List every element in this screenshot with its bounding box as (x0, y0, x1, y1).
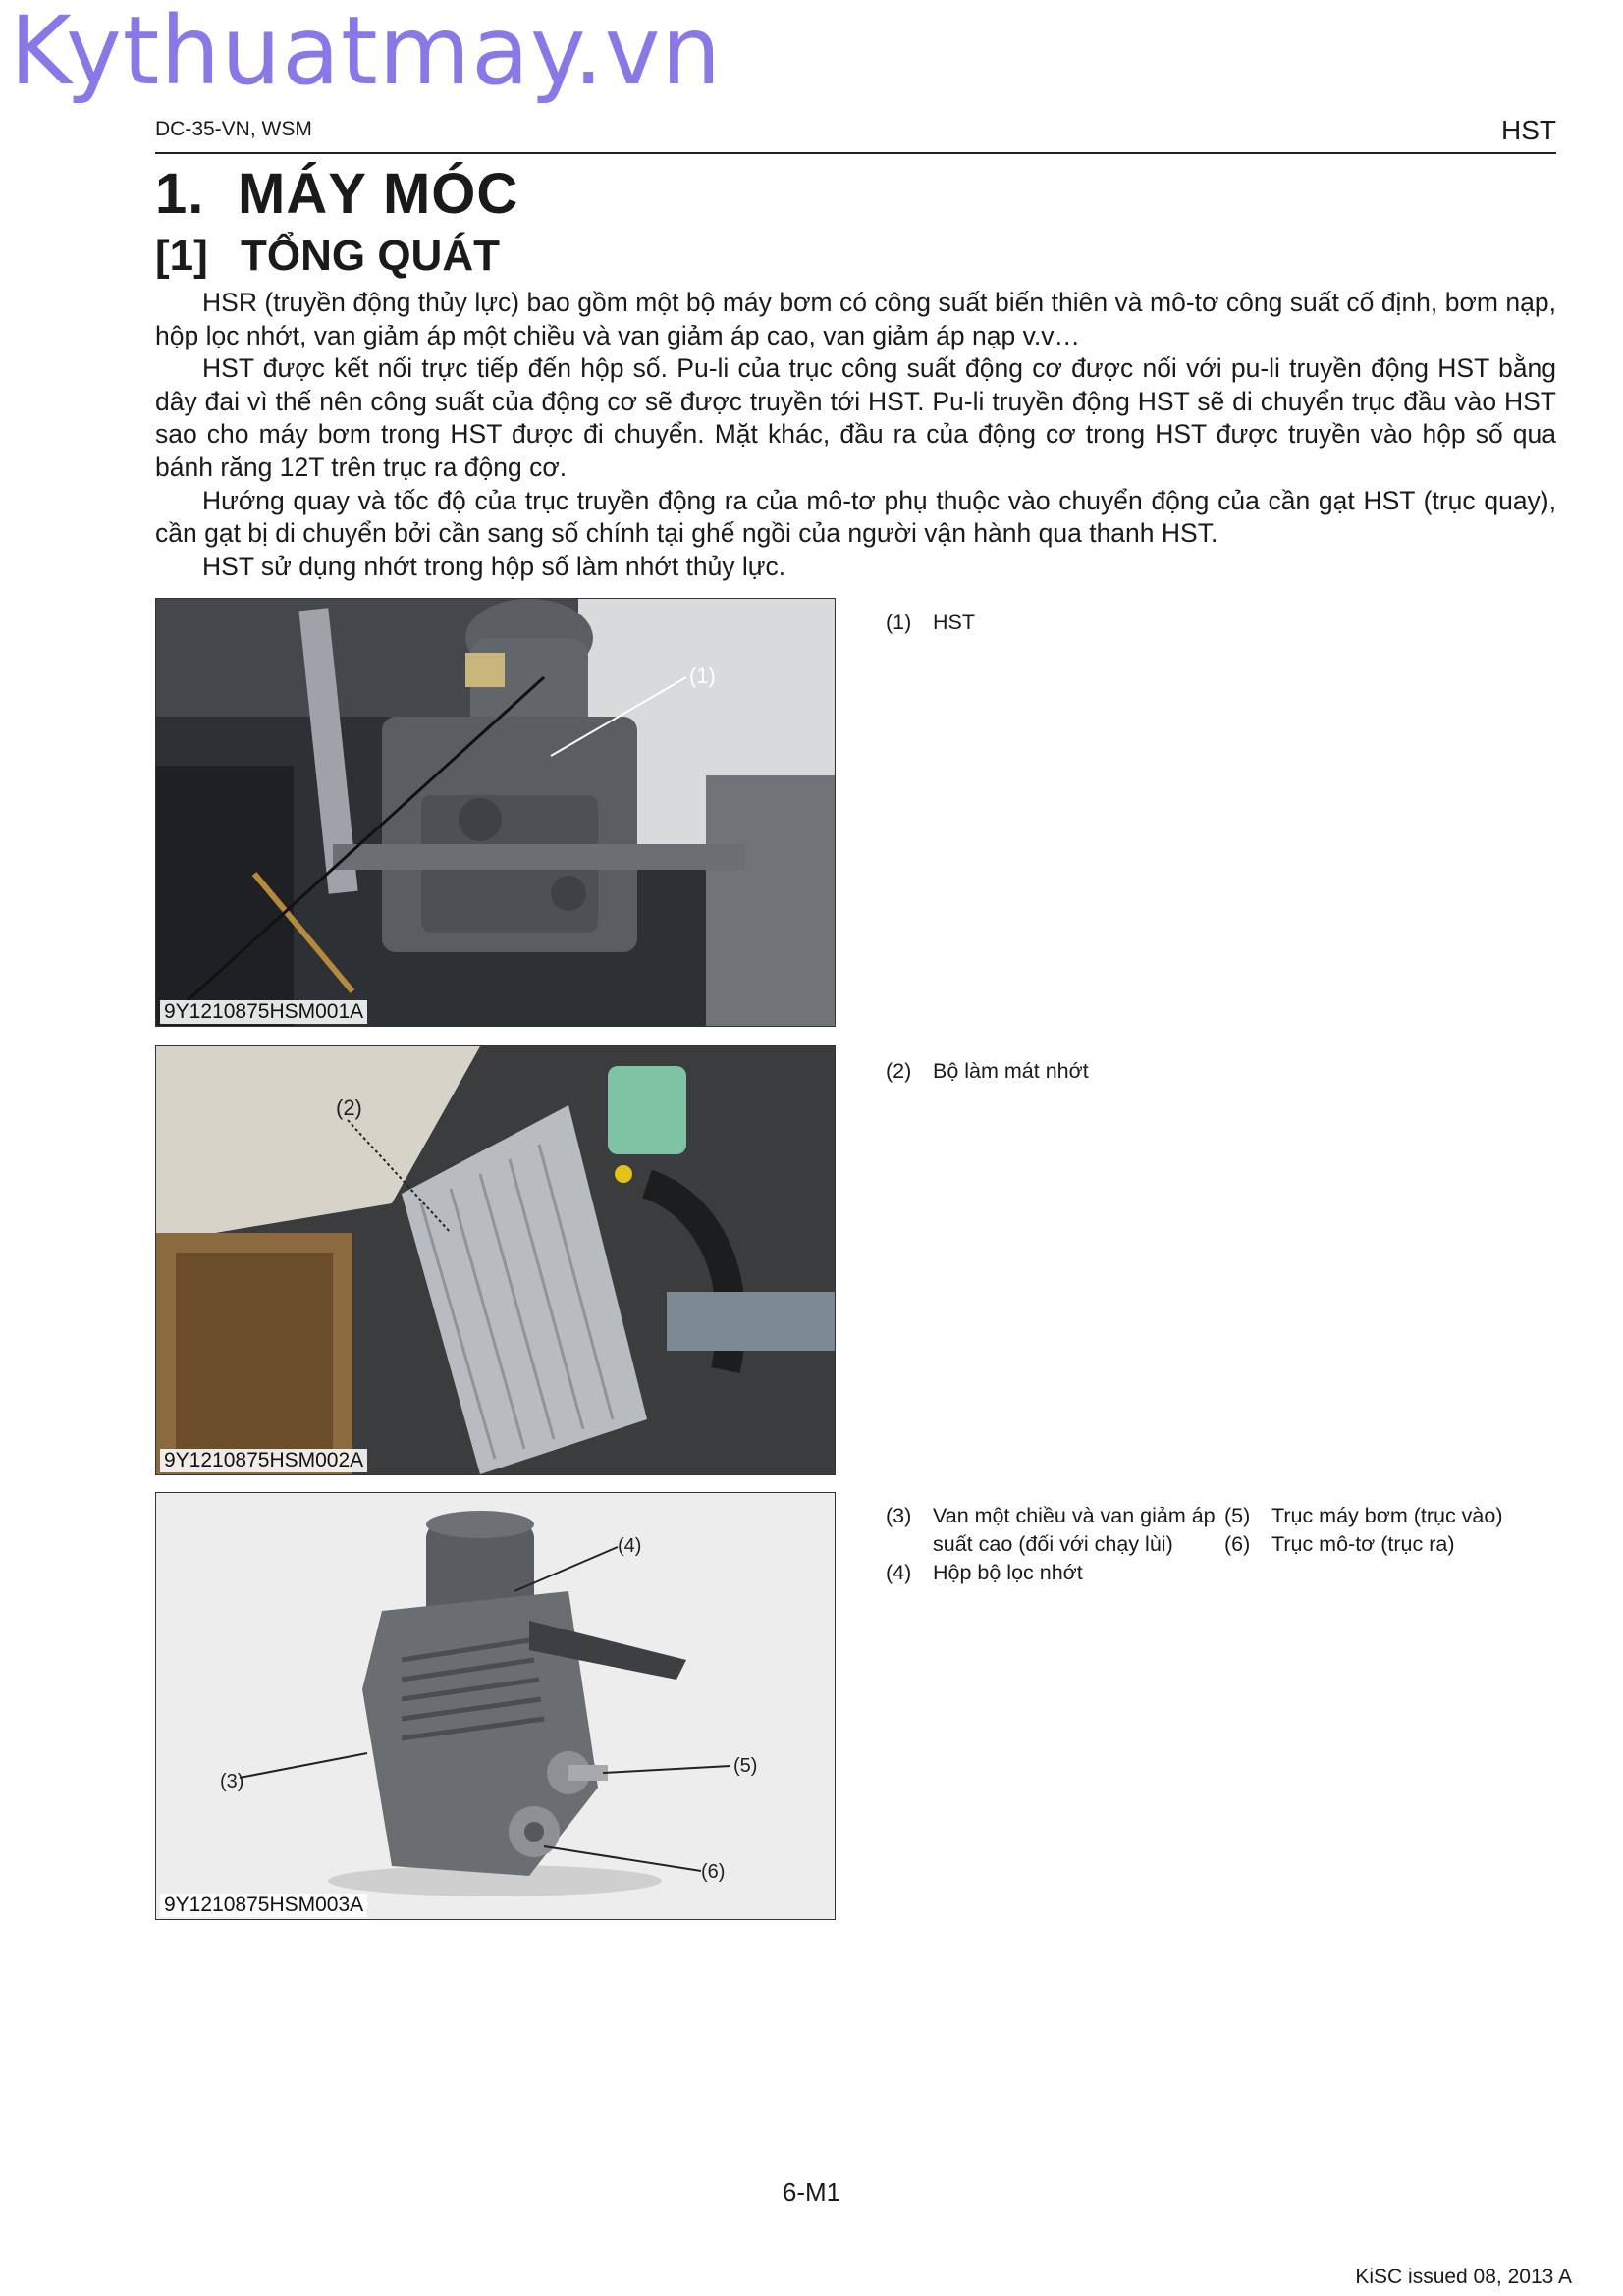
figure-1-caption (886, 609, 975, 637)
figure-code: 9Y1210875HSM003A (160, 1894, 367, 1917)
figure-code: 9Y1210875HSM002A (160, 1449, 367, 1472)
paragraph: HST sử dụng nhớt trong hộp số làm nhớt thủy lực. (202, 551, 786, 581)
figure-3-caption (886, 1502, 1503, 1587)
caption-column (1224, 1502, 1503, 1559)
page-number: 6-M1 (782, 2177, 841, 2207)
oil-cooler-photo-illustration (156, 1046, 835, 1474)
header-divider (155, 152, 1556, 154)
body-text (155, 287, 1556, 583)
caption-text: Van một chiều và van giảm áp suất cao (đối với chạy lùi) (933, 1504, 1216, 1556)
caption-text: Trục mô-tơ (trục ra) (1271, 1532, 1455, 1556)
figure-2-caption (886, 1057, 1089, 1086)
caption-text: Bộ làm mát nhớt (933, 1059, 1089, 1083)
figure-oil-cooler-photo (155, 1045, 836, 1475)
callout-label: (4) (618, 1535, 642, 1557)
caption-number: (3) (886, 1504, 912, 1527)
caption-number: (1) (886, 611, 912, 634)
header-doc-id: DC-35-VN, WSM (155, 118, 312, 140)
callout-label: (5) (733, 1755, 758, 1777)
caption-column (886, 1502, 1224, 1587)
caption-text: Trục máy bơm (trục vào) (1271, 1504, 1503, 1527)
subsection-heading (155, 232, 500, 281)
callout-label: (1) (689, 664, 716, 688)
caption-text: HST (933, 611, 975, 634)
callout-label: (2) (336, 1095, 362, 1120)
figure-code: 9Y1210875HSM001A (160, 1000, 367, 1024)
issue-note: KiSC issued 08, 2013 A (1355, 2266, 1572, 2288)
watermark-text: Kythuatmay.vn (10, 0, 723, 106)
subsection-title: TỔNG QUÁT (241, 232, 500, 280)
section-heading (155, 161, 518, 227)
caption-number: (5) (1224, 1504, 1251, 1527)
paragraph: HST được kết nối trực tiếp đến hộp số. Pu-li của trục công suất động cơ được nối với pu-li truyền động HST bằng dây đai vì thế nên công suất của động cơ sẽ được truyền tới HST. Pu-li truyền động HST sẽ di chuyển trục đầu vào HST sao cho máy bơm trong HST được đi chuyển. Mặt khác, đầu ra của động cơ trong HST được truyền vào hộp số qua bánh răng 12T trên trục ra động cơ. (155, 353, 1556, 482)
header-section: HST (1501, 115, 1556, 145)
section-number: 1. (155, 162, 205, 226)
figure-hst-photo (155, 598, 836, 1027)
subsection-number: [1] (155, 232, 208, 280)
paragraph: HSR (truyền động thủy lực) bao gồm một bộ máy bơm có công suất biến thiên và mô-tơ công suất cố định, bơm nạp, hộp lọc nhớt, van giảm áp một chiều và van giảm áp cao, van giảm áp nạp v.v… (155, 288, 1556, 350)
paragraph: Hướng quay và tốc độ của trục truyền động ra của mô-tơ phụ thuộc vào chuyển động của cần gạt HST (trục quay), cần gạt bị di chuyển bởi cần sang số chính tại ghế ngồi của người vận hành qua thanh HST. (155, 485, 1556, 549)
hst-unit-photo-illustration (156, 1493, 835, 1919)
caption-number: (4) (886, 1561, 912, 1584)
caption-text: Hộp bộ lọc nhớt (933, 1561, 1083, 1584)
figure-hst-unit-photo (155, 1492, 836, 1920)
callout-label: (6) (701, 1861, 726, 1883)
hst-photo-illustration (156, 599, 835, 1026)
caption-number: (6) (1224, 1532, 1251, 1556)
section-title: MÁY MÓC (238, 162, 519, 226)
callout-label: (3) (220, 1771, 244, 1792)
caption-number: (2) (886, 1059, 912, 1083)
